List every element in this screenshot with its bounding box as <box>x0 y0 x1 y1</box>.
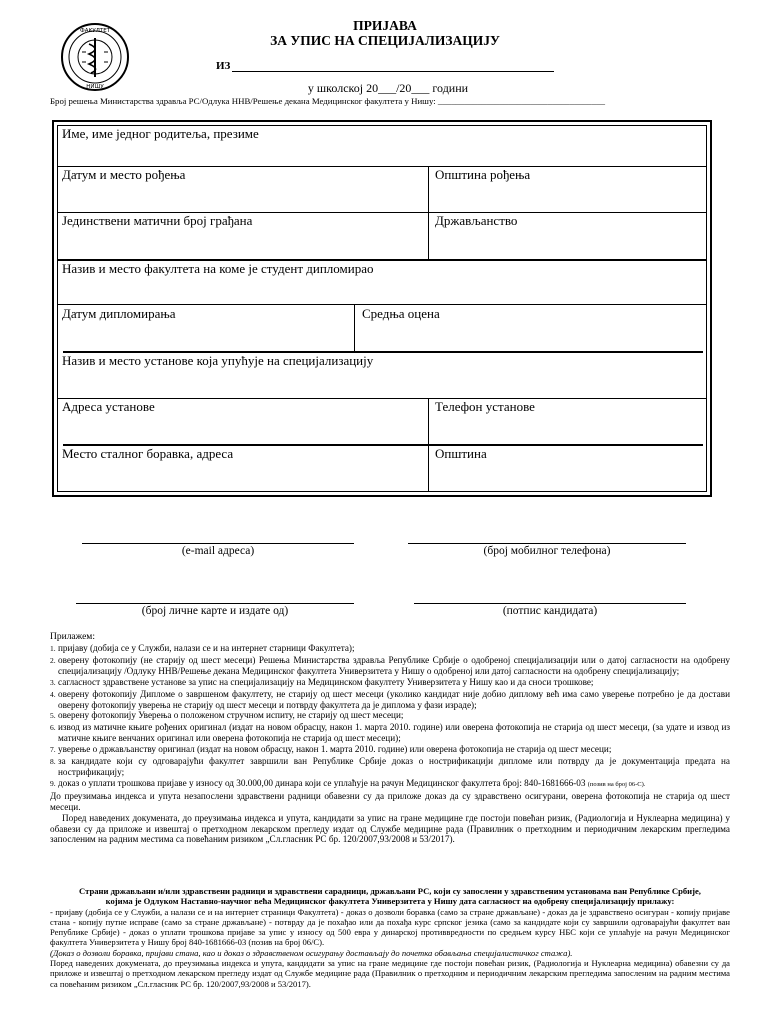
id-card-line[interactable] <box>76 603 354 604</box>
mobile-label: (број мобилног телефона) <box>483 545 611 557</box>
foreign-medical-exam-note: Поред наведених докумената, до преузимања индекса и упута, кандидати за упис на гране медицине где постоји повећан ризик, (Радиологија и Нуклеарна медицина) обавезни су да приложе и извештај о претходном лекарском прегледу издат од Службе медицине рада (Правилник о претходним и периодичним лекарским прегледима запосленим на радним местима са повећаним ризиком „Сл.гласник РС бр. 120/2007,93/2008 и 53/2017). <box>50 958 730 989</box>
list-item: 3. сагласност здравствене установе за упис на специјализацију на Медицинском факултету Универзитета у Нишу као и да сноси трошкове; <box>50 676 594 687</box>
field-citizenship[interactable]: Држављанство <box>435 213 518 228</box>
list-item: 1. пријаву (добија се у Служби, налази се и на интернет старници Факултета); <box>50 643 355 653</box>
signature-label: (потпис кандидата) <box>502 605 598 617</box>
signature-line[interactable] <box>414 603 686 604</box>
list-item: 5. оверену фотокопију Уверења о положеном стручном испиту, не старију од шест месеци; <box>50 710 404 721</box>
field-jmbg[interactable]: Јединствени матични број грађана <box>62 213 253 228</box>
field-institution[interactable]: Назив и место установе која упућује на специјализацију <box>62 353 374 368</box>
unemployed-insurance-note: До преузимања индекса и упута незапослени здравствени радници обавезни су да приложе доказ да су здравствено осигурани, оверена фотокопија не старија од шест месеци. <box>50 790 730 812</box>
form-subtitle: ЗА УПИС НА СПЕЦИЈАЛИЗАЦИЈУ <box>270 33 500 48</box>
email-label: (e-mail адреса) <box>181 545 255 557</box>
list-item: 2. оверену фотокопију (не старију од шест месеци) Решења Министарства здравља Републике Србије о одобреној специјализацији или о датој сагласности на одобрену специјализацију /Одлуку ННВ/Решење декана Медицинског факултета Универзитета у Нишу о одобреној или датој сагласности на одобрену специјализацију; <box>50 654 730 676</box>
svg-text:ФАКУЛТЕТ: ФАКУЛТЕТ <box>79 28 111 34</box>
faculty-seal-logo <box>60 22 130 92</box>
field-institution-address[interactable]: Адреса установе <box>62 399 155 414</box>
list-item: 4. оверену фотокопију Дипломе о завршеном факултету, не старију од шест месеци (уколико кандидат није добио диплому већ има само уверење потребно је да достави оверену фотокопију уверења не старију од шест месеци и потврду факултета да је диплома у фази израде); <box>50 688 730 710</box>
foreign-heading-line2: којима је Одлуком Наставно-научног већа Медицинског факултета Универзитета у Нишу дата сагласност на одобрену специјализацију прилажу: <box>105 896 675 907</box>
field-residence[interactable]: Место сталног боравка, адреса <box>62 446 234 461</box>
attachments-title: Прилажем: <box>50 632 95 642</box>
decision-number-line[interactable]: Број решења Министарства здравља РС/Одлука ННВ/Решење декана Медицинског факултета у Нишу: ______________________________________ <box>50 96 606 106</box>
form-box <box>57 125 707 492</box>
foreign-citizens-section <box>50 886 730 989</box>
foreign-requirements: - пријаву (добија се у Служби, а налази се и на интернет страници Факултета) - доказ о дозволи боравка (само за стране држављане) - доказ да је здравствено осигуран - копију пријаве стана - копију путне исправе (само за стране држављане) - потврду да је похађао или да похађа курс српског језика (само за кандидате који су завршили одговарајући факултет ван Републике Србије) - доказ о уплати трошкова пријаве за упис у износу од 500 евра у динарској противвредности по средњем курсу НБС који се уплаћује на рачун Медицинског факултета Универзитета у Нишу број 840-1681666-03 (позив на број 06/С). <box>50 906 730 948</box>
foreign-heading-line1: Страни држављани и/или здравствени радници и здравствени сарадници, држављани РС, који су запослени у здравственим установама ван Републике Србије, <box>79 886 701 896</box>
list-item: 9. доказ о уплати трошкова пријаве у износу од 30.000,00 динара који се уплаћује на рачун Медицинског факултета број: 840-1681666-03 (позив на број 06-С). <box>50 777 646 788</box>
id-card-label: (број личне карте и издате од) <box>141 605 289 617</box>
svg-text:НИШУ: НИШУ <box>86 84 104 90</box>
list-item: 6. извод из матичне књиге рођених оригинал (издат на новом обрасцу, након 1. марта 2010. године) или оверена фотокопија не старија од шест месеци, (за удате и извод из матичне књиге венчаних оригинал или оверена фотокопија не старија од шест месеци); <box>50 722 730 744</box>
attachments-list <box>50 643 730 845</box>
email-line[interactable] <box>82 543 354 544</box>
field-graduation-date[interactable]: Датум дипломирања <box>62 306 176 321</box>
field-birth-date-place[interactable]: Датум и место рођења <box>62 167 186 182</box>
iz-label: ИЗ <box>216 60 231 72</box>
mobile-line[interactable] <box>408 543 686 544</box>
foreign-residence-note: (Доказ о дозволи боравка, пријави стана, као и доказ о здравственом осигурању достављају до почетка обављања специјалистичког стажа). <box>50 947 573 958</box>
school-year-line[interactable]: у школској 20___/20___ години <box>307 81 469 95</box>
form-title: ПРИЈАВА <box>353 18 417 33</box>
field-full-name[interactable]: Име, име једног родитеља, презиме <box>62 126 259 141</box>
list-item: 7. уверење о држављанству оригинал (издат на новом обрасцу, након 1. марта 2010. године) или оверена фотокопија не старија од шест месеци; <box>50 744 612 755</box>
field-average-grade[interactable]: Средња оцена <box>362 306 440 321</box>
list-item: 8. за кандидате који су одговарајући факултет завршили ван Републике Србије доказ о нострификацији дипломе или потврду да је документација предата на нострификацију; <box>50 756 730 777</box>
field-faculty[interactable]: Назив и место факултета на коме је студент дипломирао <box>62 261 374 276</box>
field-institution-phone[interactable]: Телефон установе <box>435 399 535 414</box>
field-municipality[interactable]: Општина <box>435 446 487 461</box>
field-birth-municipality[interactable]: Општина рођења <box>435 167 531 182</box>
radiology-medical-exam-note: Поред наведених докумената, до преузимања индекса и упута, кандидати за упис на гране медицине где постоји повећан ризик, (Радиологија и Нуклеарна медицина) у обавези су да приложе и извештај о претходном лекарском прегледу издат од Службе медицине рада (Правилник о претходним и периодичним лекарским прегледима запосленим на радним местима са повећаним ризиком „Сл.гласник РС бр. 120/2007,93/2008 и 53/2017). <box>50 812 730 845</box>
iz-input-line[interactable] <box>232 71 554 72</box>
payment-reference-note: (позив на број 06-С). <box>587 780 646 788</box>
